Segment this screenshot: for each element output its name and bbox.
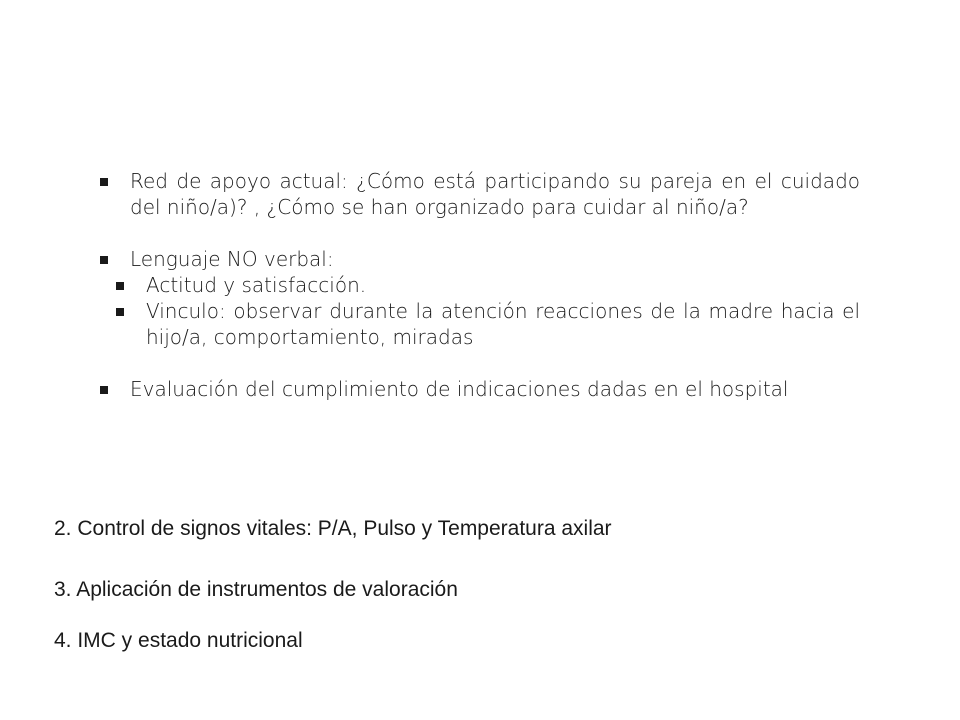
list-item-nonverbal <box>100 246 860 272</box>
numbered-item-assessment-tools: 3. Aplicación de instrumentos de valoración <box>54 578 458 601</box>
spacer <box>100 350 860 376</box>
list-item-text: Red de apoyo actual: ¿Cómo está participando su pareja en el cuidado del niño/a)? , ¿Cómo se han organizado para cuidar al niño/a? <box>130 169 860 219</box>
spacer <box>100 220 860 246</box>
sub-list-item-bond <box>100 298 860 350</box>
square-bullet-icon <box>116 308 124 316</box>
list-item-evaluation <box>100 376 860 402</box>
sub-list-item-text: Actitud y satisfacción. <box>146 273 367 297</box>
square-bullet-icon <box>100 178 108 186</box>
sub-list-item-attitude <box>100 272 860 298</box>
numbered-item-vital-signs: 2. Control de signos vitales: P/A, Pulso y Temperatura axilar <box>54 517 612 540</box>
list-item-text: Lenguaje NO verbal: <box>130 247 334 271</box>
numbered-item-bmi: 4. IMC y estado nutricional <box>54 629 303 652</box>
sub-list-item-text: Vinculo: observar durante la atención reacciones de la madre hacia el hijo/a, comportamiento, miradas <box>146 299 860 349</box>
bullet-list <box>100 168 860 402</box>
square-bullet-icon <box>100 256 108 264</box>
list-item-text: Evaluación del cumplimiento de indicaciones dadas en el hospital <box>130 377 789 401</box>
square-bullet-icon <box>116 282 124 290</box>
square-bullet-icon <box>100 386 108 394</box>
list-item-support-network <box>100 168 860 220</box>
